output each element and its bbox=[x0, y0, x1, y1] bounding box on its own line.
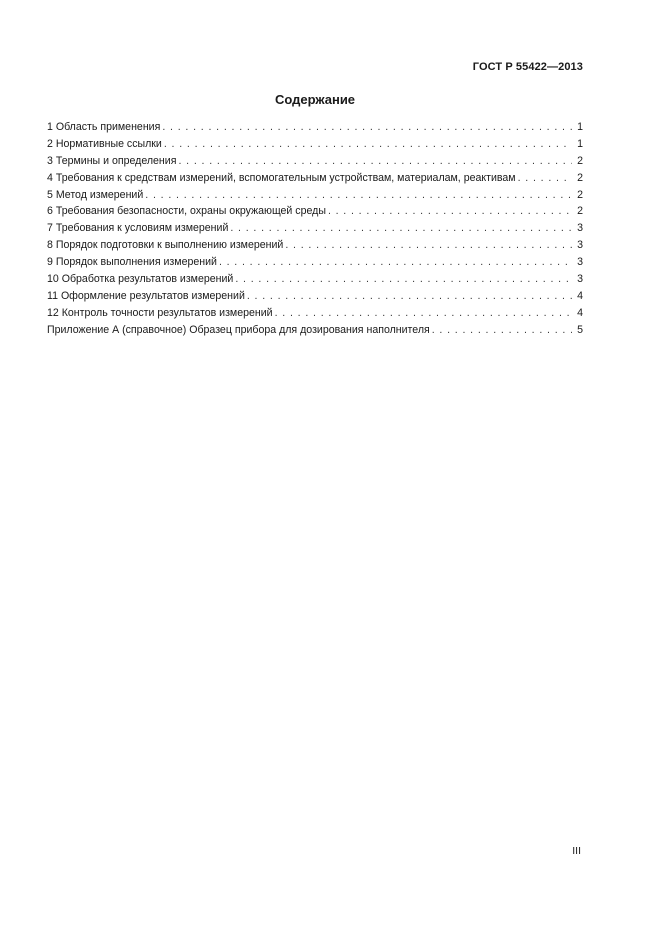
toc-entry-label: Приложение А (справочное) Образец прибора для дозирования наполнителя bbox=[47, 323, 430, 336]
toc-entry[interactable] bbox=[47, 220, 583, 237]
toc-entry-page: 3 bbox=[577, 256, 583, 269]
toc-entry[interactable] bbox=[47, 288, 583, 305]
toc-leader-dots bbox=[247, 288, 572, 305]
page-number: III bbox=[572, 845, 581, 857]
toc-entry-label: 10 Обработка результатов измерений bbox=[47, 273, 234, 286]
toc-entry-page: 4 bbox=[577, 306, 583, 319]
toc-entry-label: 1 Область применения bbox=[47, 121, 161, 133]
toc-leader-dots bbox=[285, 237, 572, 254]
toc-leader-dots bbox=[162, 119, 572, 136]
toc-leader-dots bbox=[275, 305, 572, 322]
toc-entry-label: 5 Метод измерений bbox=[47, 188, 144, 201]
toc-entry-label: 2 Нормативные ссылки bbox=[47, 137, 162, 150]
toc-leader-dots bbox=[178, 153, 572, 170]
toc-entry-label: 3 Термины и определения bbox=[47, 154, 177, 167]
toc-leader-dots bbox=[235, 271, 572, 288]
toc-entry-page: 5 bbox=[577, 323, 583, 336]
toc-entry[interactable] bbox=[47, 203, 583, 220]
toc-entry[interactable] bbox=[47, 136, 583, 153]
toc-entry[interactable] bbox=[47, 170, 583, 187]
toc-leader-dots bbox=[219, 254, 572, 271]
toc-leader-dots bbox=[145, 187, 572, 204]
toc-entry-page: 1 bbox=[577, 137, 583, 150]
toc-entry[interactable] bbox=[47, 119, 583, 136]
toc-entry-label: 6 Требования безопасности, охраны окружающей среды bbox=[47, 205, 326, 218]
toc-entry-label: 7 Требования к условиям измерений bbox=[47, 222, 229, 235]
toc-entry-page: 2 bbox=[577, 154, 583, 167]
toc-entry-label: 12 Контроль точности результатов измерений bbox=[47, 306, 273, 319]
toc-entry-label: 9 Порядок выполнения измерений bbox=[47, 256, 217, 269]
toc-entry-page: 4 bbox=[577, 289, 583, 302]
toc-title: Содержание bbox=[274, 92, 356, 107]
toc-entry[interactable] bbox=[47, 322, 583, 339]
toc-entry-label: 8 Порядок подготовки к выполнению измерений bbox=[47, 239, 284, 252]
toc-entry[interactable] bbox=[47, 271, 583, 288]
toc-entry[interactable] bbox=[47, 305, 583, 322]
toc-entry[interactable] bbox=[47, 237, 583, 254]
toc-entry-page: 2 bbox=[577, 171, 583, 184]
toc-list bbox=[47, 119, 583, 339]
document-code: ГОСТ Р 55422—2013 bbox=[472, 61, 583, 73]
toc-entry-page: 1 bbox=[577, 121, 583, 133]
toc-entry-label: 11 Оформление результатов измерений bbox=[47, 289, 245, 302]
toc-entry[interactable] bbox=[47, 187, 583, 204]
toc-leader-dots bbox=[432, 322, 572, 339]
toc-entry-page: 3 bbox=[577, 273, 583, 286]
toc-entry-label: 4 Требования к средствам измерений, вспомогательным устройствам, материалам, реактивам bbox=[47, 171, 516, 184]
toc-leader-dots bbox=[518, 170, 572, 187]
toc-entry-page: 2 bbox=[577, 188, 583, 201]
toc-entry-page: 2 bbox=[577, 205, 583, 218]
toc-leader-dots bbox=[230, 220, 572, 237]
toc-entry-page: 3 bbox=[577, 222, 583, 235]
toc-entry[interactable] bbox=[47, 254, 583, 271]
toc-entry-page: 3 bbox=[577, 239, 583, 252]
toc-leader-dots bbox=[328, 203, 572, 220]
toc-leader-dots bbox=[164, 136, 572, 153]
toc-entry[interactable] bbox=[47, 153, 583, 170]
